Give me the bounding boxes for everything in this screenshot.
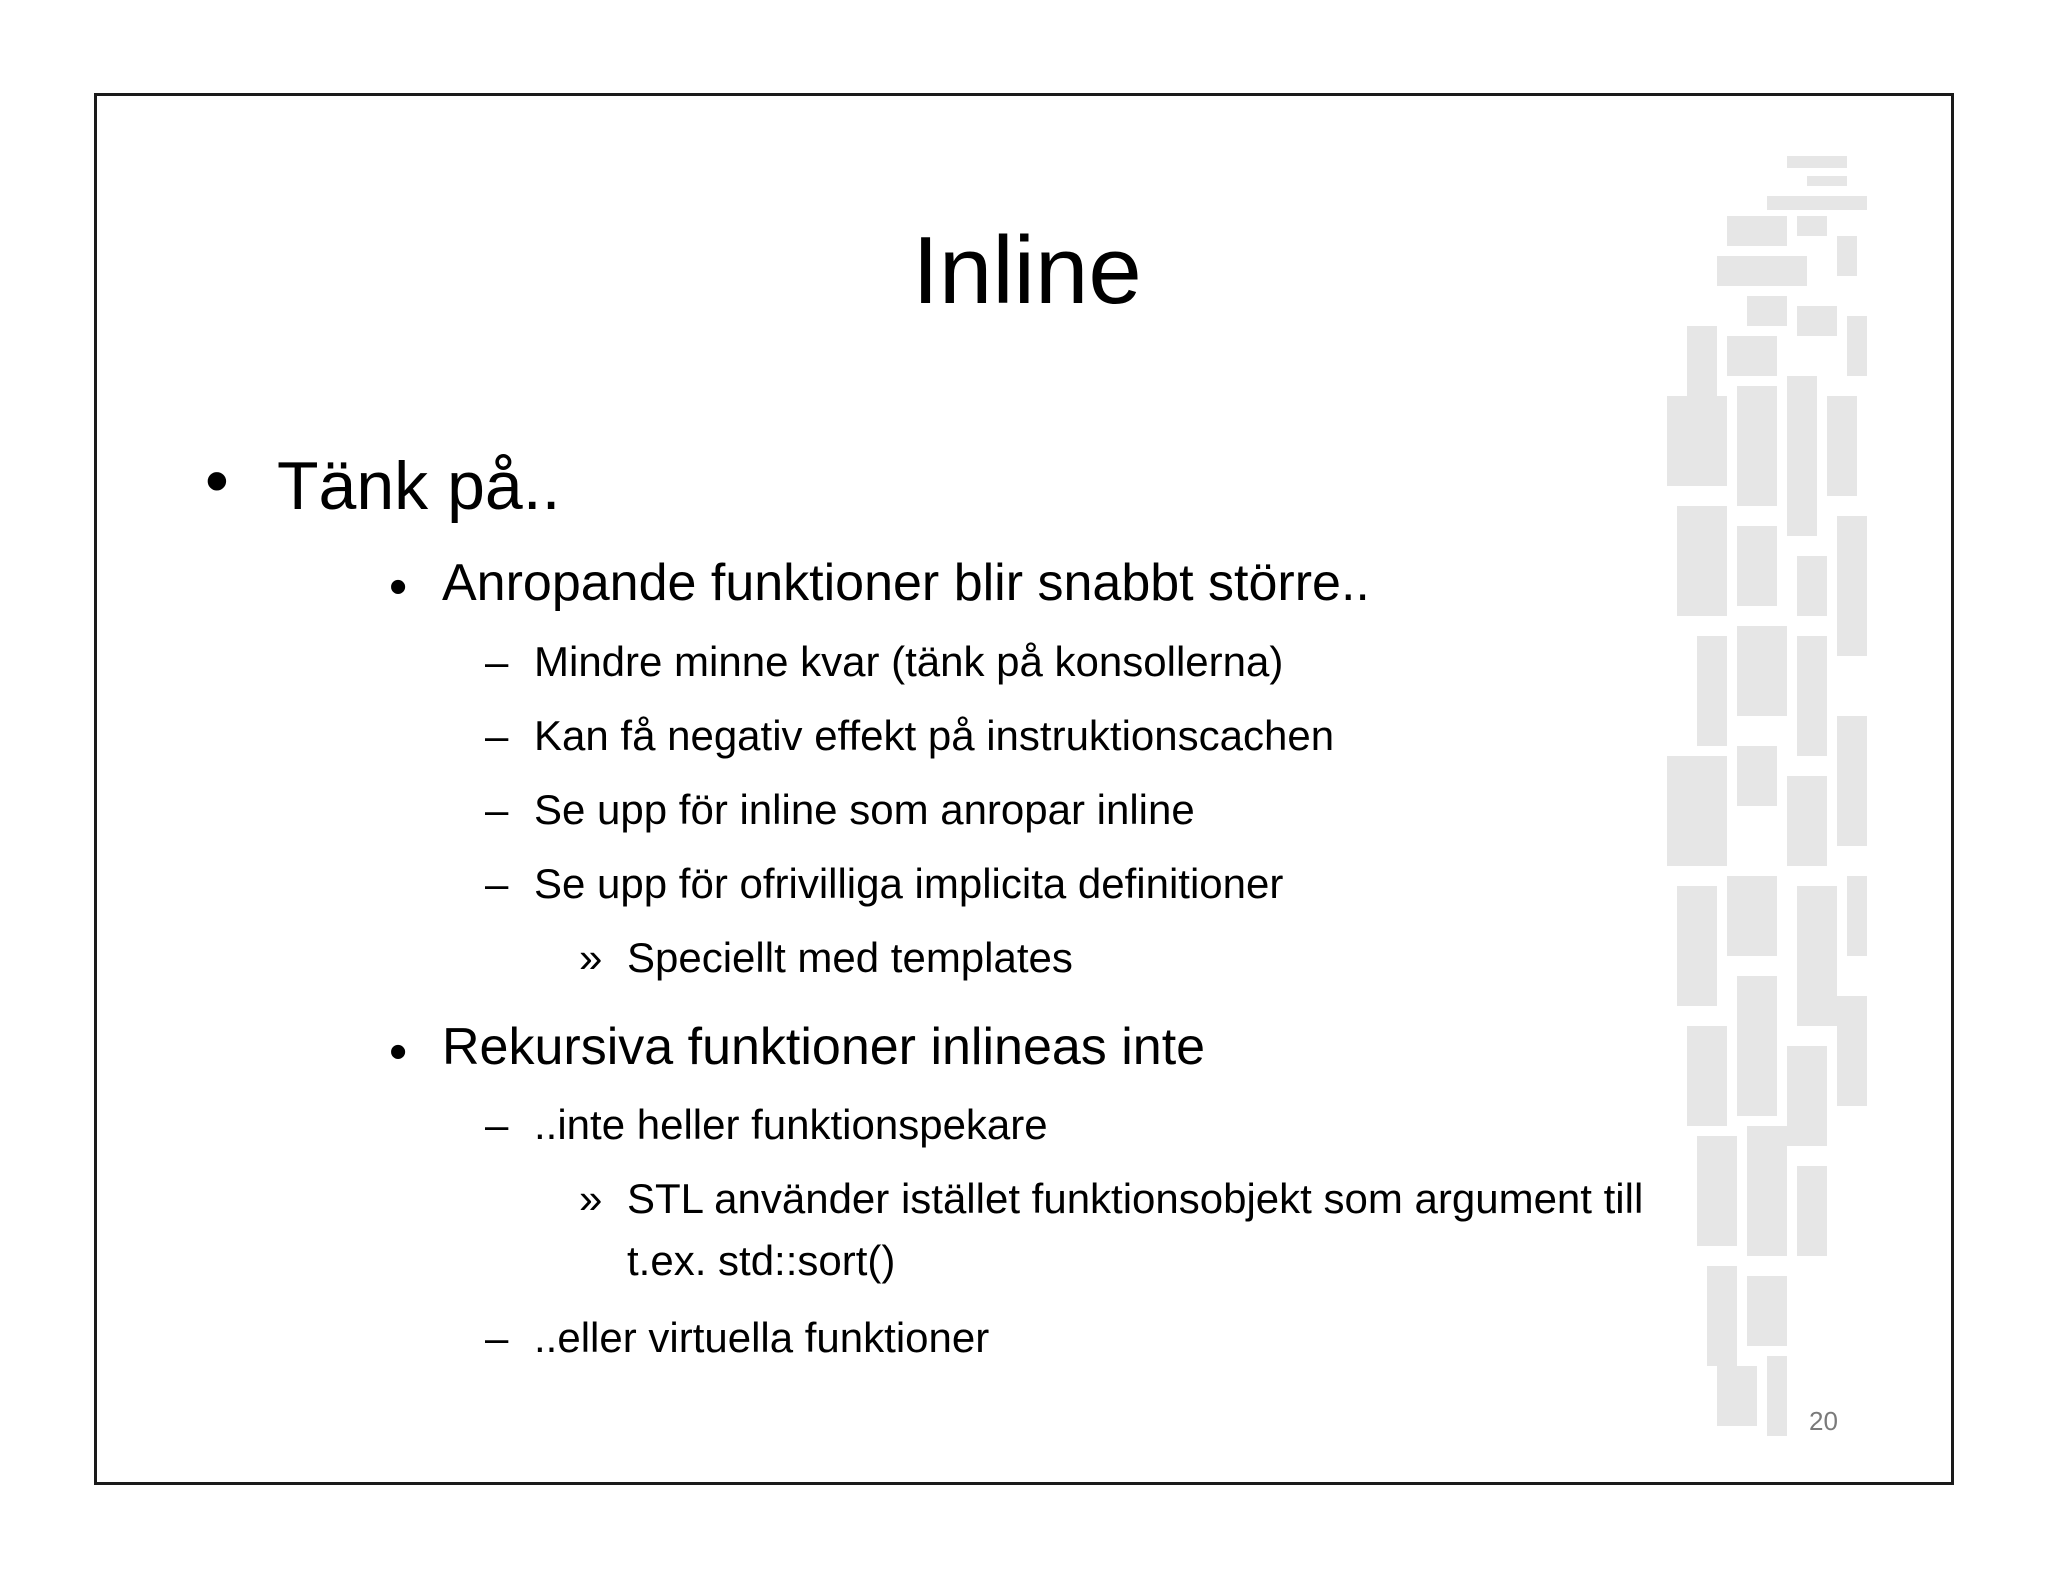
- bullet-level4: Speciellt med templates: [627, 934, 1073, 981]
- bullet-level2: Rekursiva funktioner inlineas inte: [442, 1018, 1206, 1076]
- dash-marker: –: [485, 1314, 509, 1361]
- bullet-marker: •: [389, 558, 408, 616]
- page-number: 20: [1809, 1406, 1838, 1436]
- bullet-level3: Mindre minne kvar (tänk på konsollerna): [534, 638, 1284, 685]
- bullet-marker: •: [389, 1023, 408, 1081]
- bullet-level3: Kan få negativ effekt på instruktionscachen: [534, 712, 1335, 759]
- slide: [94, 93, 1954, 1485]
- bullet-level4-continued: t.ex. std::sort(): [627, 1237, 896, 1284]
- bullet-level3: ..eller virtuella funktioner: [534, 1314, 990, 1361]
- bullet-level2: Anropande funktioner blir snabbt större..: [442, 554, 1370, 612]
- bullet-level1: Tänk på..: [277, 448, 561, 524]
- dash-marker: –: [485, 638, 509, 685]
- chevron-marker: »: [579, 934, 603, 981]
- dash-marker: –: [485, 860, 509, 907]
- dash-marker: –: [485, 786, 509, 833]
- chevron-marker: »: [579, 1175, 603, 1222]
- slide-title: Inline: [912, 217, 1142, 324]
- bullet-level3: Se upp för inline som anropar inline: [534, 786, 1195, 833]
- dash-marker: –: [485, 1101, 509, 1148]
- dash-marker: –: [485, 712, 509, 759]
- bullet-marker: •: [205, 443, 229, 519]
- circuit-decoration-icon: [1657, 156, 1897, 1456]
- bullet-level4: STL använder istället funktionsobjekt som argument till: [627, 1175, 1644, 1222]
- bullet-level3: Se upp för ofrivilliga implicita definitioner: [534, 860, 1284, 907]
- bullet-level3: ..inte heller funktionspekare: [534, 1101, 1048, 1148]
